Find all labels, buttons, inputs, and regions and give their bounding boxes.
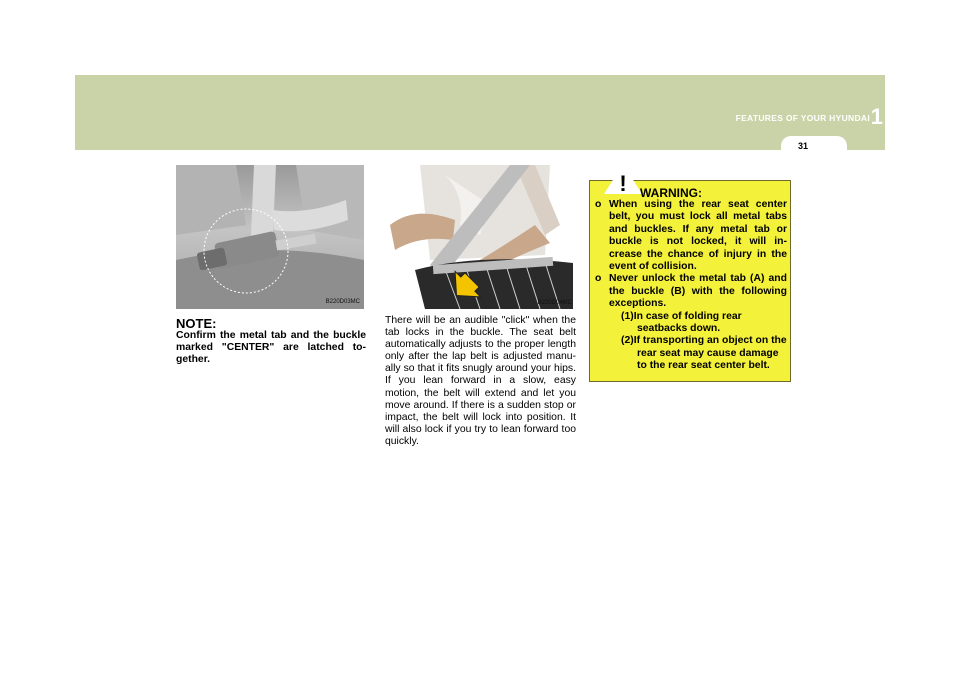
warning-subitem: (2)If transporting an object on the rear seat may cause damage to the rear seat center belt. (621, 335, 787, 372)
warning-item-text: When using the rear seat center belt, you must lock all metal tabs and buckles. If any metal tab or buckle is not locked, it will in-crease the chance of injury in the event of collision. (609, 199, 787, 273)
warning-sublist (609, 311, 787, 373)
warning-item-text: Never unlock the metal tab (A) and the buckle (B) with the following exceptions. (609, 273, 787, 310)
chapter-number: 1 (870, 104, 883, 129)
chapter-title: FEATURES OF YOUR HYUNDAI (735, 113, 870, 123)
person-fastening-belt-icon (385, 165, 575, 309)
bullet: o (595, 273, 602, 285)
body-paragraph: There will be an audible "click" when the tab locks in the buckle. The seat belt automatically adjusts to the proper length only after the lap belt is adjusted manu-ally so that it fits snugly around your hips. If you lean forward in a slow, easy motion, the belt will extend and let you move around. If there is a sudden stop or impact, the belt will lock into position. It will also lock if you try to lean forward too quickly. (385, 315, 576, 447)
note-title: NOTE: (176, 316, 217, 331)
warning-title: WARNING: (640, 186, 702, 200)
warning-icon (603, 163, 643, 195)
warning-subitem: (1)In case of folding rear seatbacks down. (621, 310, 742, 335)
warning-symbol: ! (619, 171, 627, 195)
warning-item (595, 273, 787, 372)
seat-belt-buckle-icon (176, 165, 364, 309)
warning-list (595, 199, 787, 373)
page-number: 31 (797, 141, 808, 151)
seat-belt-buckle-photo (176, 165, 364, 309)
bullet: o (595, 199, 602, 210)
warning-item (595, 199, 787, 273)
figure-caption: B220D03MC (325, 299, 360, 305)
note-body: Confirm the metal tab and the buckle marked "CENTER" are latched to-gether. (176, 330, 366, 365)
figure-caption: B220D04MC (537, 300, 572, 306)
person-fastening-belt-photo (385, 165, 575, 309)
